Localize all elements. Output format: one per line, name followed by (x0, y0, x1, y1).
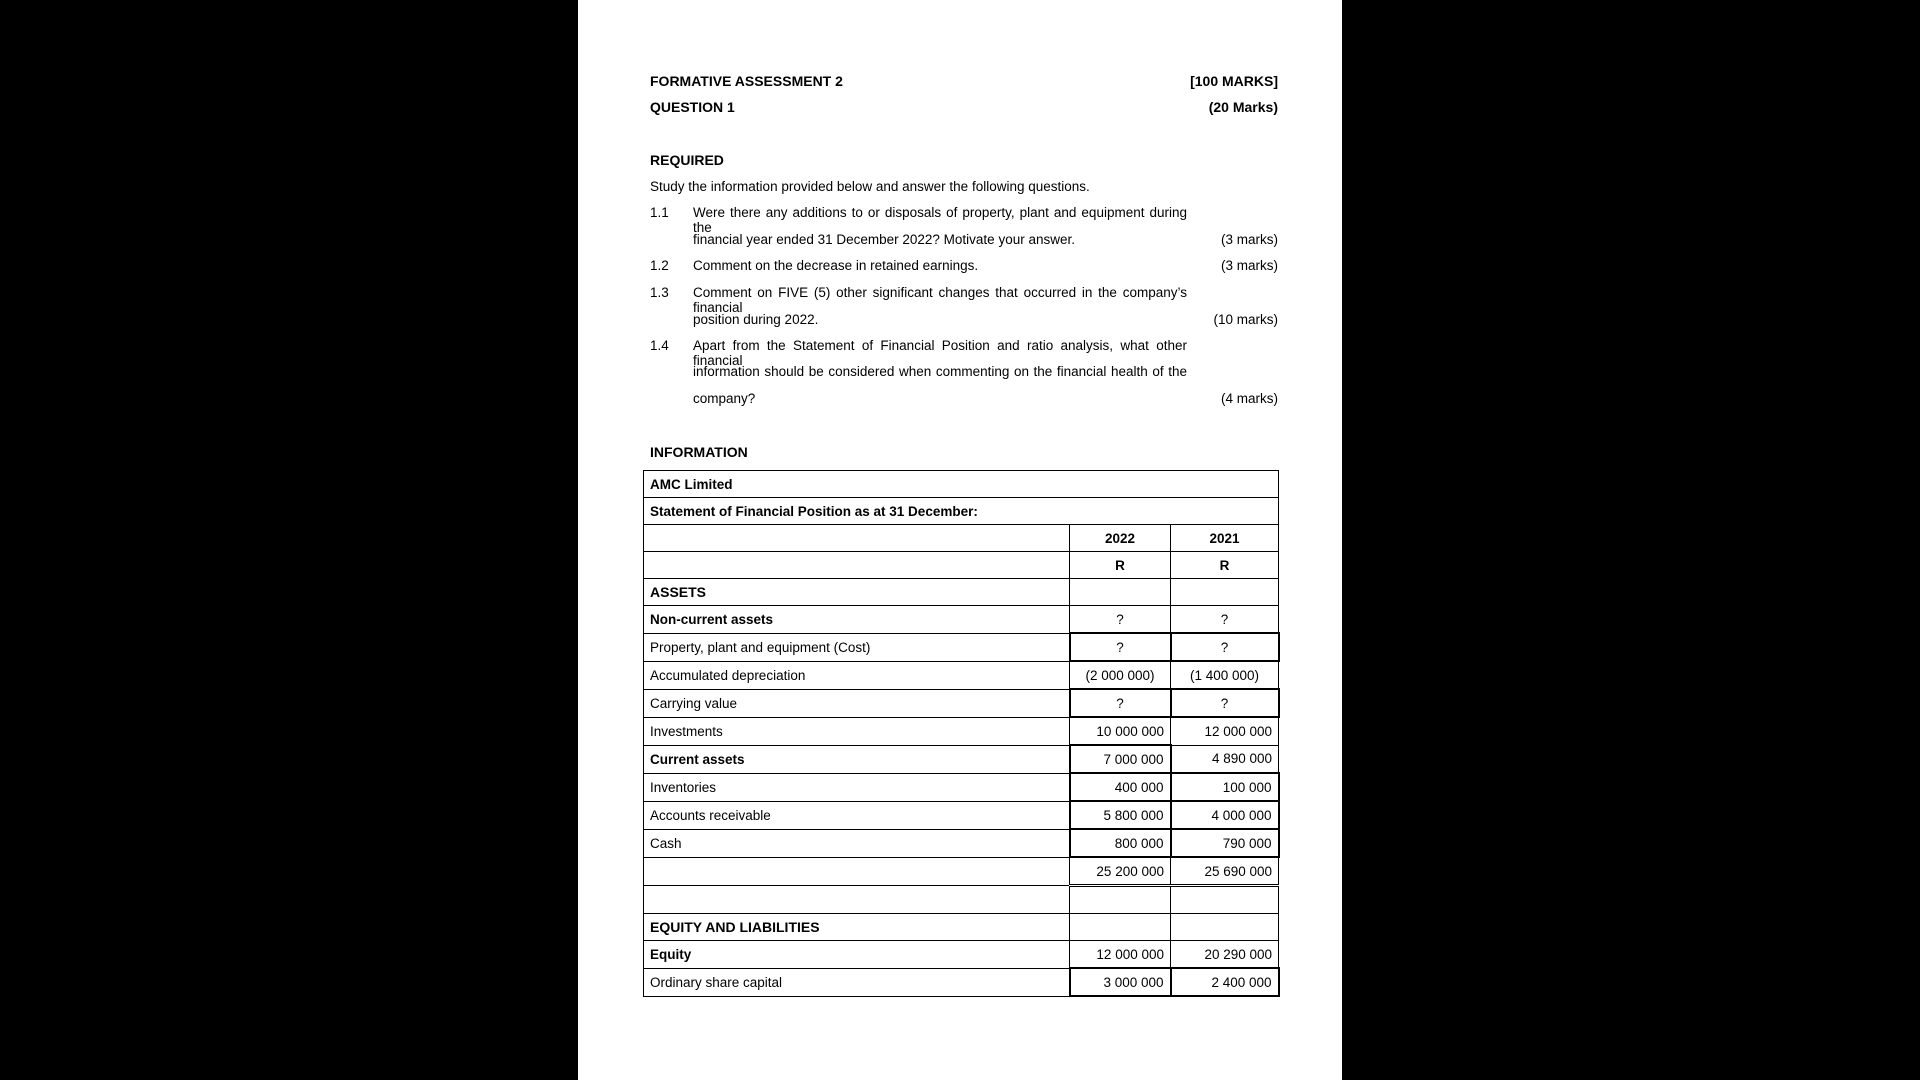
value-2021: ? (1171, 633, 1279, 661)
statement-title: Statement of Financial Position as at 31 December: (644, 498, 1279, 525)
value-2022: 10 000 000 (1070, 717, 1171, 745)
table-row (644, 801, 1279, 829)
item-text-line: company? (693, 391, 756, 406)
total-marks: [100 MARKS] (1190, 73, 1278, 89)
table-row (644, 745, 1279, 773)
item-marks: (10 marks) (1213, 312, 1278, 327)
row-label (644, 886, 1070, 914)
currency-2021: R (1171, 552, 1279, 579)
table-row (644, 525, 1279, 552)
item-number: 1.1 (650, 205, 669, 220)
table-row (644, 579, 1279, 606)
row-label: Non-current assets (644, 606, 1070, 634)
required-intro: Study the information provided below and answer the following questions. (650, 179, 1090, 194)
value-2022: ? (1070, 606, 1171, 634)
item-text-line: Comment on the decrease in retained earnings. (693, 258, 979, 273)
required-heading: REQUIRED (650, 152, 724, 168)
row-label: Investments (644, 717, 1070, 745)
total-assets-2021: 25 690 000 (1171, 857, 1279, 886)
question-marks: (20 Marks) (1208, 99, 1278, 115)
value-2022: ? (1070, 689, 1171, 717)
value-2022: (2 000 000) (1070, 661, 1171, 689)
item-marks: (3 marks) (1221, 232, 1278, 247)
table-cell (644, 552, 1070, 579)
table-row (644, 661, 1279, 689)
table-row (644, 914, 1279, 941)
row-label: Inventories (644, 773, 1070, 801)
table-row (644, 829, 1279, 857)
value-2021: 4 000 000 (1171, 801, 1279, 829)
currency-2022: R (1070, 552, 1171, 579)
item-marks: (3 marks) (1221, 258, 1278, 273)
value-2021: ? (1171, 606, 1279, 634)
row-label: Ordinary share capital (644, 968, 1070, 996)
value-2021: 20 290 000 (1171, 941, 1279, 969)
total-assets-2022: 25 200 000 (1070, 857, 1171, 886)
item-number: 1.3 (650, 285, 669, 300)
row-label (644, 857, 1070, 886)
value-2022: 7 000 000 (1070, 745, 1171, 773)
item-marks: (4 marks) (1221, 391, 1278, 406)
value-2022: ? (1070, 633, 1171, 661)
document-page (578, 0, 1342, 1080)
table-row (644, 886, 1279, 914)
item-text-line: financial year ended 31 December 2022? Motivate your answer. (693, 232, 1075, 247)
item-text-line: position during 2022. (693, 312, 819, 327)
company-name: AMC Limited (644, 471, 1279, 498)
assessment-title: FORMATIVE ASSESSMENT 2 (650, 73, 843, 89)
table-row (644, 941, 1279, 969)
value-2022 (1070, 886, 1171, 914)
row-label: ASSETS (644, 579, 1070, 606)
value-2022 (1070, 914, 1171, 941)
table-row (644, 633, 1279, 661)
value-2021: 4 890 000 (1171, 745, 1279, 773)
statement-of-financial-position-table (643, 470, 1280, 997)
row-label: Accounts receivable (644, 801, 1070, 829)
value-2022 (1070, 579, 1171, 606)
row-label: Accumulated depreciation (644, 661, 1070, 689)
table-cell (644, 525, 1070, 552)
item-text-line: Apart from the Statement of Financial Position and ratio analysis, what other financial (693, 338, 1187, 368)
table-row (644, 498, 1279, 525)
value-2022: 400 000 (1070, 773, 1171, 801)
value-2022: 3 000 000 (1070, 968, 1171, 996)
row-label: Current assets (644, 745, 1070, 773)
information-heading: INFORMATION (650, 444, 748, 460)
row-label: Equity (644, 941, 1070, 969)
value-2021: 12 000 000 (1171, 717, 1279, 745)
item-text-line: Were there any additions to or disposals of property, plant and equipment during the (693, 205, 1187, 235)
value-2021 (1171, 886, 1279, 914)
table-row (644, 773, 1279, 801)
row-label: Cash (644, 829, 1070, 857)
value-2021: 790 000 (1171, 829, 1279, 857)
row-label: Property, plant and equipment (Cost) (644, 633, 1070, 661)
question-heading: QUESTION 1 (650, 99, 735, 115)
table-row (644, 857, 1279, 886)
value-2022: 800 000 (1070, 829, 1171, 857)
value-2021: ? (1171, 689, 1279, 717)
year-2022-header: 2022 (1070, 525, 1171, 552)
item-text-line: information should be considered when commenting on the financial health of the (693, 364, 1187, 379)
item-text-line: Comment on FIVE (5) other significant changes that occurred in the company’s financial (693, 285, 1187, 315)
table-row (644, 606, 1279, 634)
value-2021 (1171, 579, 1279, 606)
value-2022: 12 000 000 (1070, 941, 1171, 969)
table-row (644, 552, 1279, 579)
value-2021: (1 400 000) (1171, 661, 1279, 689)
row-label: EQUITY AND LIABILITIES (644, 914, 1070, 941)
year-2021-header: 2021 (1171, 525, 1279, 552)
table-row (644, 968, 1279, 996)
table-row (644, 717, 1279, 745)
table-row (644, 689, 1279, 717)
row-label: Carrying value (644, 689, 1070, 717)
value-2021: 2 400 000 (1171, 968, 1279, 996)
value-2021: 100 000 (1171, 773, 1279, 801)
value-2021 (1171, 914, 1279, 941)
item-number: 1.4 (650, 338, 669, 353)
value-2022: 5 800 000 (1070, 801, 1171, 829)
item-number: 1.2 (650, 258, 669, 273)
table-row (644, 471, 1279, 498)
